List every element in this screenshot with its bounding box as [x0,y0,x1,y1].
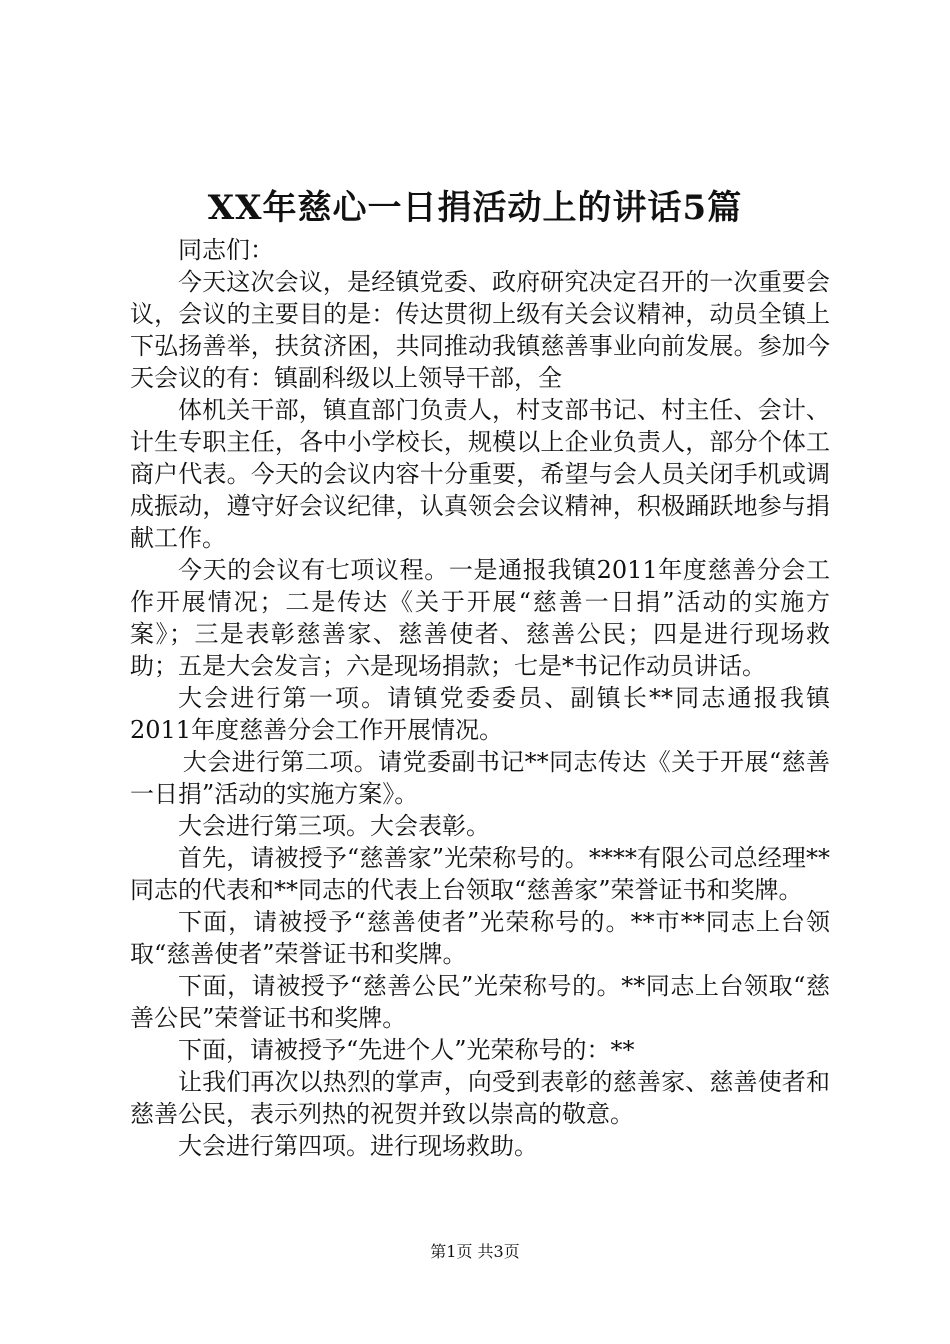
paragraph: 大会进行第四项。进行现场救助。 [178,1132,538,1160]
paragraph: 今天的会议有七项议程。一是通报我镇2011年度慈善分会工作开展情况；二是传达《关于开展“慈善一日捐”活动的实施方案》；三是表彰慈善家、慈善使者、慈善公民；四是进行现场救助；五是大会发言；六是现场捐款；七是*书记作动员讲话。 [130,556,830,680]
paragraph: 大会进行第二项。请党委副书记**同志传达《关于开展“慈善一日捐”活动的实施方案》。 [130,748,830,808]
paragraph: 让我们再次以热烈的掌声，向受到表彰的慈善家、慈善使者和慈善公民，表示列热的祝贺并致以崇高的敬意。 [130,1068,830,1128]
paragraph: 下面，请被授予“先进个人”光荣称号的：** [178,1036,635,1064]
paragraph: 体机关干部，镇直部门负责人，村支部书记、村主任、会计、计生专职主任，各中小学校长，规模以上企业负责人，部分个体工商户代表。今天的会议内容十分重要，希望与会人员关闭手机或调成振动，遵守好会议纪律，认真领会会议精神，积极踊跃地参与捐献工作。 [130,396,830,552]
salutation: 同志们： [178,236,274,264]
paragraph: 今天这次会议，是经镇党委、政府研究决定召开的一次重要会议，会议的主要目的是：传达贯彻上级有关会议精神，动员全镇上下弘扬善举，扶贫济困，共同推动我镇慈善事业向前发展。参加今天会议的有：镇副科级以上领导干部，全 [130,268,830,392]
paragraph: 大会进行第三项。大会表彰。 [178,812,490,840]
document-body [130,234,830,1162]
paragraph: 大会进行第一项。请镇党委委员、副镇长**同志通报我镇2011年度慈善分会工作开展情况。 [130,684,830,744]
paragraph: 下面，请被授予“慈善使者”光荣称号的。**市**同志上台领取“慈善使者”荣誉证书和奖牌。 [130,908,830,968]
document-title: XX年慈心一日捐活动上的讲话5篇 [207,188,743,228]
page-number-footer: 第1页 共3页 [430,1242,520,1261]
paragraph: 首先，请被授予“慈善家”光荣称号的。****有限公司总经理**同志的代表和**同志的代表上台领取“慈善家”荣誉证书和奖牌。 [130,844,830,904]
paragraph: 下面，请被授予“慈善公民”光荣称号的。**同志上台领取“慈善公民”荣誉证书和奖牌。 [130,972,830,1032]
